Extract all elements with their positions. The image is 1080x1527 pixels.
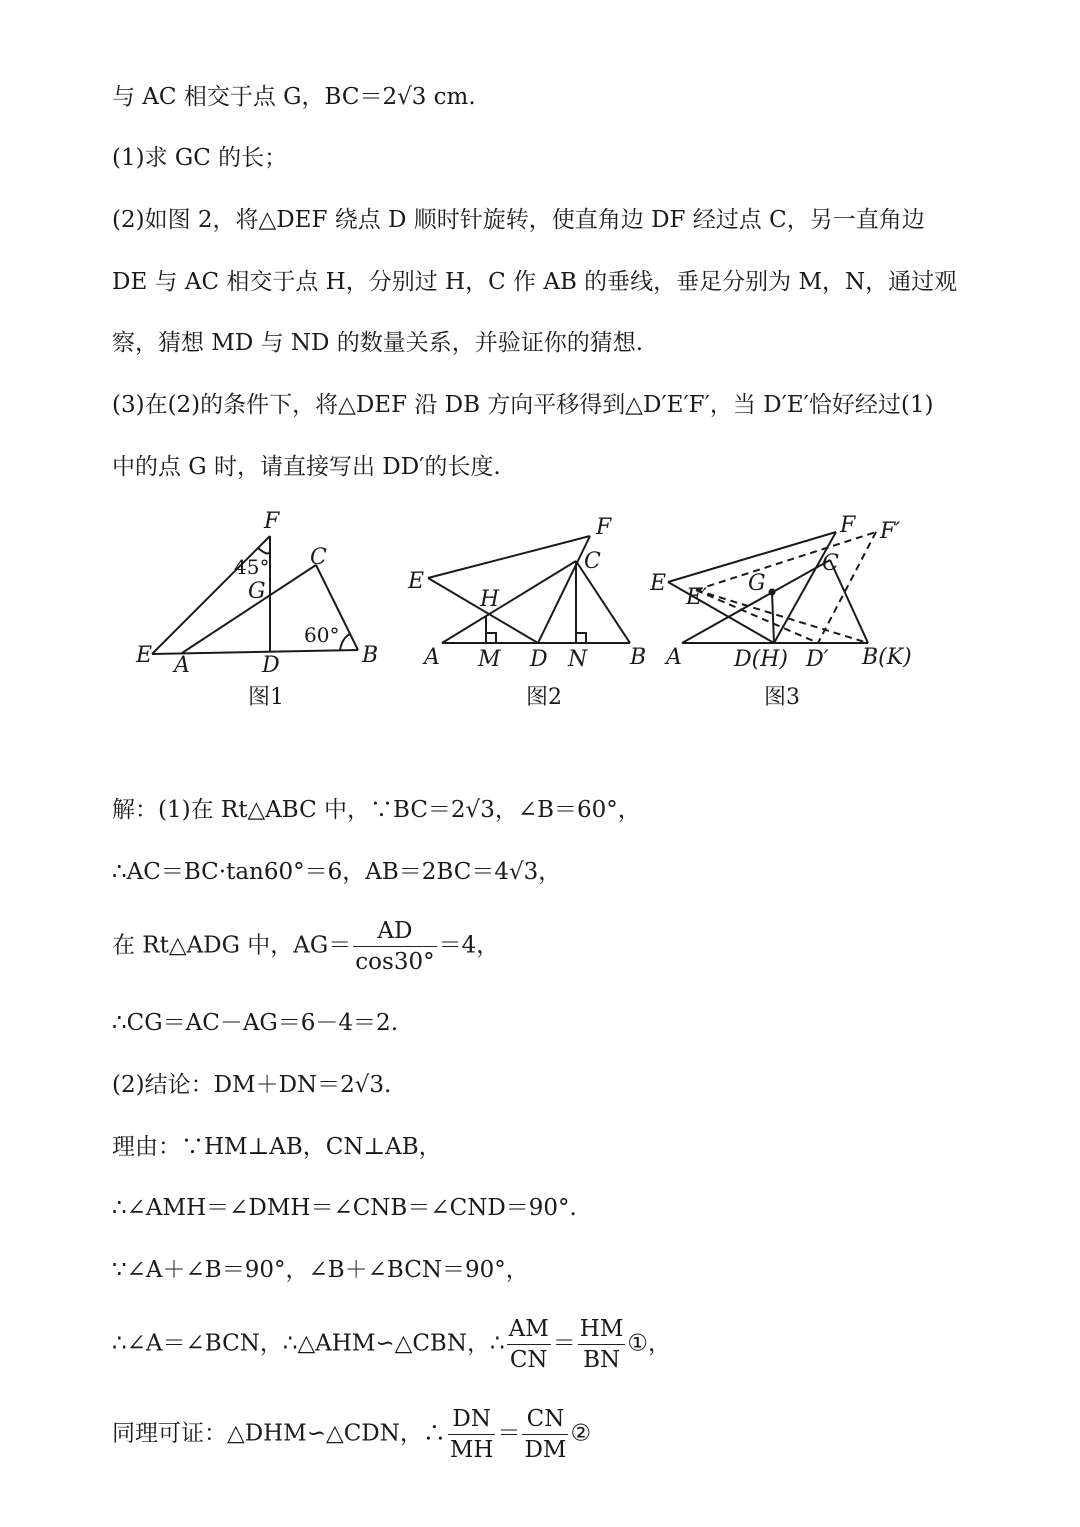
solution-line-10-suffix: ② (570, 1420, 592, 1447)
fig1-label-C: C (310, 545, 327, 570)
fig3-label-D-prime: D′ (806, 647, 829, 672)
solution-line-7: ∴∠AMH＝∠DMH＝∠CNB＝∠CND＝90°. (112, 1195, 577, 1221)
fraction-numerator: DN (448, 1406, 496, 1435)
fig3-point-G (769, 589, 776, 596)
fig2-caption: 图2 (526, 685, 562, 710)
fig3-dashed-line-EpFp (696, 532, 876, 590)
fraction-denominator: DM (524, 1437, 567, 1463)
question-3-line-2: 中的点 G 时，请直接写出 DD′的长度. (112, 454, 501, 480)
fig2-label-H: H (480, 587, 500, 612)
fig1-label-A: A (174, 653, 190, 678)
fig1-angle-45: 45° (234, 555, 270, 579)
fig1-angle-45-arc (258, 548, 270, 554)
fig1-label-E: E (136, 643, 153, 668)
question-2-line-1: (2)如图 2，将△DEF 绕点 D 顺时针旋转，使直角边 DF 经过点 C，另一直角边 (112, 207, 925, 233)
solution-line-4: ∴CG＝AC－AG＝6－4＝2. (112, 1010, 399, 1036)
solution-line-3-suffix: ＝4， (438, 932, 500, 959)
equals-sign: ＝ (552, 1330, 576, 1357)
fig3-label-F-prime: F′ (880, 519, 901, 544)
fig2-label-A: A (424, 645, 440, 670)
fig2-label-D: D (530, 647, 548, 672)
solution-line-5: (2)结论：DM＋DN＝2√3. (112, 1072, 392, 1098)
fig1-caption: 图1 (248, 685, 284, 710)
solution-line-9-suffix: ①， (627, 1330, 672, 1357)
fig3-caption: 图3 (764, 685, 800, 710)
fraction-DN-MH (448, 1406, 496, 1463)
fraction-denominator: CN (509, 1347, 548, 1373)
problem-line-1: 与 AC 相交于点 G，BC＝2√3 cm. (112, 84, 476, 110)
fig2-right-angle-N (576, 633, 586, 643)
fig2-line-AC (442, 561, 576, 643)
question-3-line-1: (3)在(2)的条件下，将△DEF 沿 DB 方向平移得到△D′E′F′，当 D′E′恰好经过(1) (112, 392, 934, 418)
fraction-numerator: AD (353, 918, 436, 947)
figure-3 (650, 510, 930, 720)
solution-line-9-prefix: ∴∠A＝∠BCN，∴△AHM∽△CBN，∴ (112, 1330, 505, 1357)
solution-line-1: 解：(1)在 Rt△ABC 中，∵BC＝2√3，∠B＝60°， (112, 797, 641, 823)
fig3-label-F: F (840, 513, 856, 538)
solution-line-10 (112, 1406, 591, 1463)
fraction-numerator: CN (522, 1406, 568, 1435)
fig3-label-B-K: B(K) (862, 645, 912, 670)
solution-line-9 (112, 1316, 671, 1373)
solution-line-2: ∴AC＝BC·tan60°＝6，AB＝2BC＝4√3， (112, 859, 562, 885)
fig3-label-C: C (822, 551, 839, 576)
fraction-AM-CN (507, 1316, 551, 1373)
question-2-line-2: DE 与 AC 相交于点 H，分别过 H，C 作 AB 的垂线，垂足分别为 M，N，通过观 (112, 269, 958, 295)
fraction-denominator: cos30° (355, 949, 435, 975)
fig1-angle-60-arc (340, 634, 350, 650)
fig2-label-N: N (568, 647, 588, 672)
fig3-label-D-H: D(H) (734, 647, 788, 672)
fig2-label-E: E (408, 569, 425, 594)
question-2-line-3: 察，猜想 MD 与 ND 的数量关系，并验证你的猜想. (112, 330, 644, 356)
fraction-denominator: MH (449, 1437, 494, 1463)
fraction-HM-BN (578, 1316, 626, 1373)
solution-line-3 (112, 918, 499, 975)
fig2-label-C: C (584, 549, 601, 574)
figure-2 (400, 510, 660, 720)
fig2-line-EF (428, 536, 590, 578)
fig3-label-A: A (666, 645, 682, 670)
fig2-label-M: M (478, 647, 501, 672)
fraction-CN-DM (522, 1406, 568, 1463)
fig1-angle-60: 60° (304, 623, 340, 647)
fig3-line-GD (772, 592, 774, 643)
fig2-label-B: B (630, 645, 647, 670)
fig2-right-angle-M (486, 633, 496, 643)
fig3-label-E: E (650, 571, 667, 596)
fig2-label-F: F (596, 515, 612, 540)
solution-line-8: ∵∠A＋∠B＝90°，∠B＋∠BCN＝90°， (112, 1257, 529, 1283)
solution-line-10-prefix: 同理可证：△DHM∽△CDN，∴ (112, 1420, 446, 1447)
figure-1 (130, 510, 390, 720)
fraction-numerator: HM (578, 1316, 626, 1345)
fig1-label-G: G (248, 579, 266, 604)
fraction-AD-cos30 (353, 918, 436, 975)
solution-line-3-prefix: 在 Rt△ADG 中，AG＝ (112, 932, 352, 959)
fig3-label-E-prime: E′ (686, 585, 708, 610)
fig1-label-F: F (264, 510, 280, 534)
fig3-label-G: G (748, 571, 766, 596)
fraction-denominator: BN (583, 1347, 621, 1373)
solution-line-6: 理由：∵HM⊥AB，CN⊥AB， (112, 1134, 442, 1160)
fig1-label-D: D (262, 653, 280, 678)
fig1-label-B: B (362, 643, 379, 668)
equals-sign: ＝ (497, 1420, 521, 1447)
question-1: (1)求 GC 的长； (112, 145, 288, 171)
fig2-line-FD (538, 536, 590, 643)
fraction-numerator: AM (507, 1316, 551, 1345)
